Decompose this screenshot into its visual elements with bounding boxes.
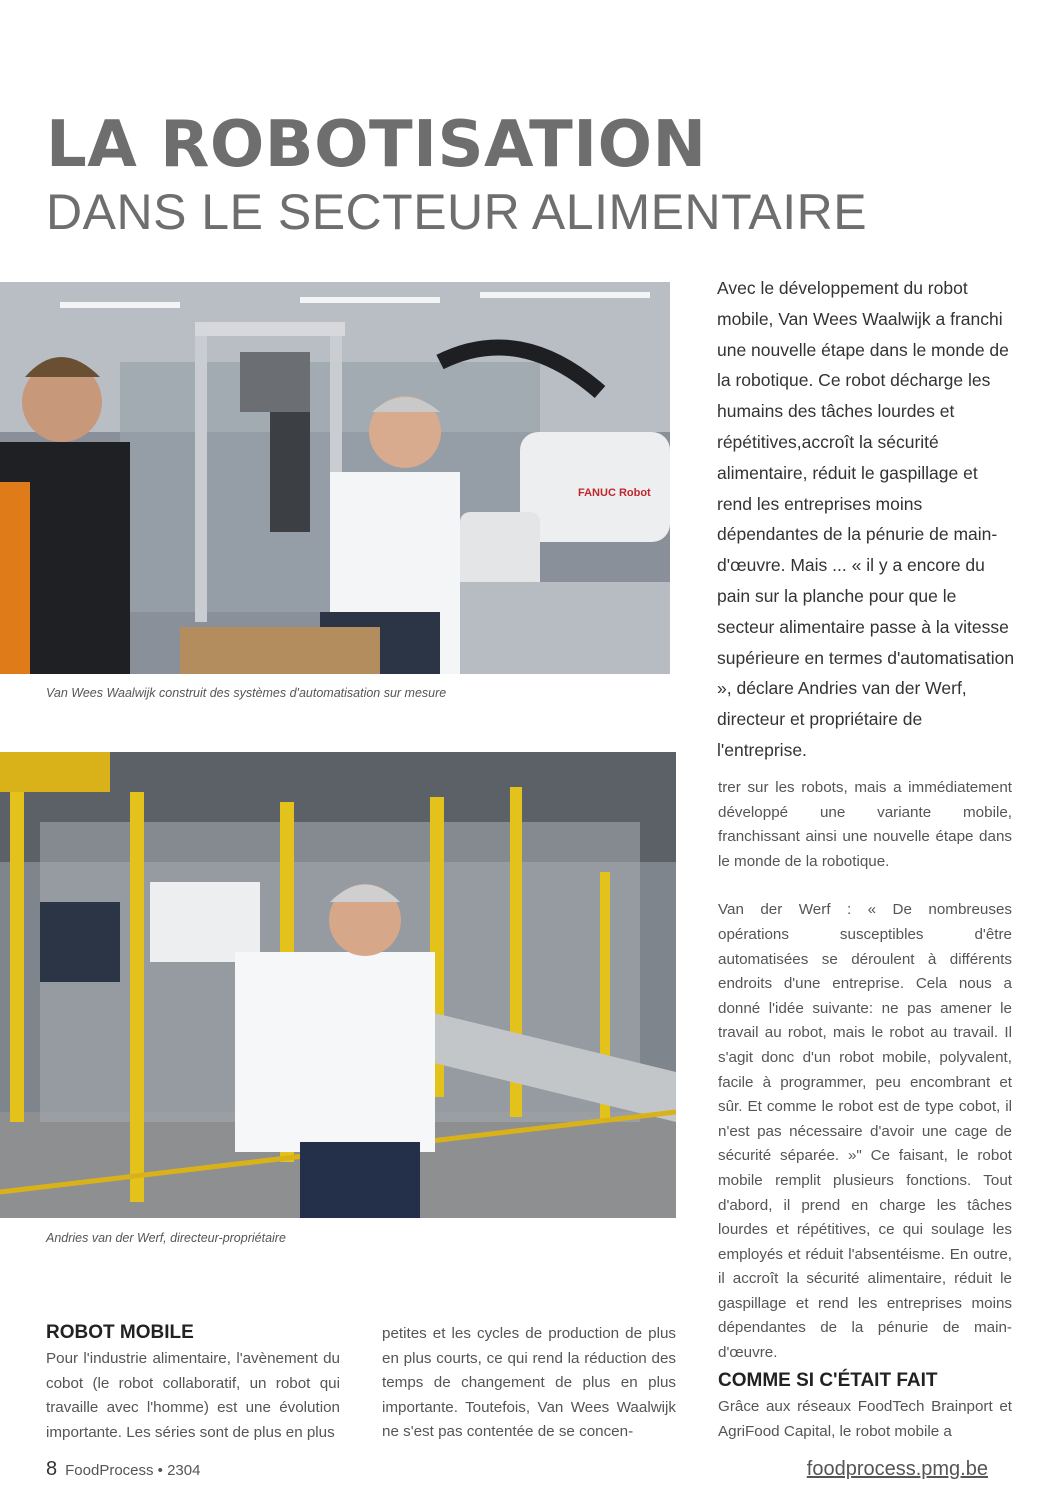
footer-left [46,1458,200,1481]
body-paragraph: Grâce aux réseaux FoodTech Brainport et AgriFood Capital, le robot mobile a [718,1398,1012,1440]
article-title: LA ROBOTISATION [46,108,707,182]
photo-director [0,752,676,1218]
section-heading-comme-si: COMME SI C'ÉTAIT FAIT [718,1370,938,1391]
photo-workshop [0,282,670,674]
article-intro [717,273,1017,766]
photo-workshop-caption: Van Wees Waalwijk construit des systèmes d'automatisation sur mesure [46,686,447,700]
section-heading-robot-mobile: ROBOT MOBILE [46,1322,194,1343]
article-subtitle: DANS LE SECTEUR ALIMENTAIRE [46,184,868,240]
body-paragraph: Pour l'industrie alimentaire, l'avènement du cobot (le robot collaboratif, un robot qui travaille avec l'homme) est une évolution importante. Les séries sont de plus en plus [46,1350,340,1441]
photo-director-caption: Andries van der Werf, directeur-propriétaire [46,1231,286,1245]
body-paragraph: petites et les cycles de production de plus en plus courts, ce qui rend la réduction des temps de changement de plus en plus importante. Toutefois, Van Wees Waalwijk ne s'est pas contentée de se concen- [382,1325,676,1441]
page-number: 8 [46,1458,58,1480]
footer-url-link[interactable]: foodprocess.pmg.be [806,1458,988,1480]
publication-name: FoodProcess • 2304 [65,1462,201,1479]
intro-paragraph: Avec le développement du robot mobile, Van Wees Waalwijk a franchi une nouvelle étape dans le monde de la robotique. Ce robot décharge les humains des tâches lourdes et répétitives,accroît la sécurité alimentaire, réduit le gaspillage et rend les entreprises moins dépendantes de la pénurie de main-d'œuvre. Mais ... « il y a encore du pain sur la planche pour que le secteur alimentaire passe à la vitesse supérieure en termes d'automatisation », déclare Andries van der Werf, directeur et propriétaire de l'entreprise. [717,278,1015,760]
column-middle [382,1322,676,1445]
column-right [718,776,1012,1366]
column-right-lower [718,1395,1012,1444]
column-left [46,1347,340,1445]
robot-brand-label: FANUC Robot [578,487,651,499]
body-paragraph: trer sur les robots, mais a immédiatement développé une variante mobile, franchissant ainsi une nouvelle étape dans le monde de la robotique. [718,779,1012,870]
body-paragraph: Van der Werf : « De nombreuses opérations susceptibles d'être automatisées se déroulent à différents endroits d'une entreprise. Cela nous a donné l'idée suivante: ne pas amener le travail au robot, mais le robot au travail. Il s'agit donc d'un robot mobile, polyvalent, facile à programmer, peu encombrant et sûr. Et comme le robot est de type cobot, il n'est pas nécessaire d'avoir une cage de sécurité séparée. »" Ce faisant, le robot mobile remplit plusieurs fonctions. Tout d'abord, il prend en charge les tâches lourdes et répétitives, ce qui soulage les employés et réduit l'absentéisme. En outre, il accroît la sécurité alimentaire, réduit le gaspillage et rend les entreprises moins dépendantes de la pénurie de main-d'œuvre. [718,901,1012,1362]
